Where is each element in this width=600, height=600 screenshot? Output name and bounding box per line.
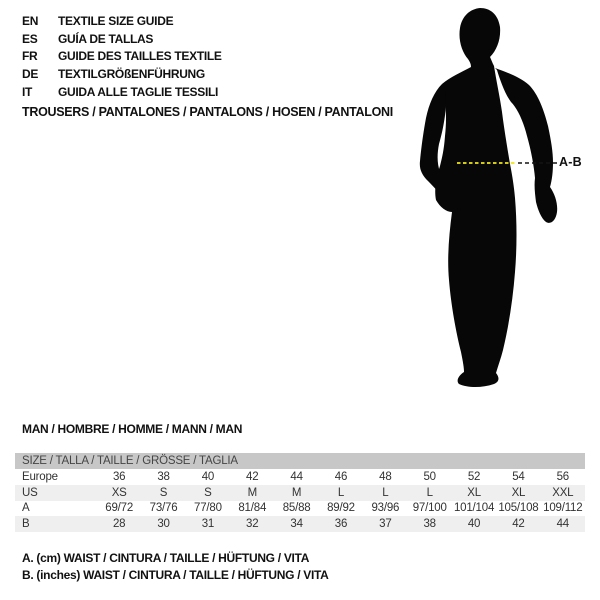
cell: 38	[423, 518, 436, 531]
cell: 40	[201, 470, 215, 483]
cell: 97/100	[412, 502, 447, 515]
lang-code: EN	[22, 13, 39, 28]
size-table-header: SIZE / TALLA / TAILLE / GRÖSSE / TAGLIA	[15, 453, 585, 469]
lang-row-de	[22, 65, 222, 83]
footnote-a: A. (cm) WAIST / CINTURA / TAILLE / HÜFTUNG / VITA	[22, 551, 310, 565]
footnote-b: B. (inches) WAIST / CINTURA / TAILLE / HÜFTUNG / VITA	[22, 568, 329, 582]
cell: 30	[157, 518, 170, 531]
cell: 54	[512, 470, 525, 483]
lang-label: TEXTILE SIZE GUIDE	[58, 13, 174, 28]
cell: M	[247, 486, 257, 499]
cell: S	[159, 486, 168, 499]
cell: 36	[112, 470, 126, 483]
cell: 38	[157, 470, 170, 483]
row-label: Europe	[22, 470, 58, 483]
cell: S	[204, 486, 212, 499]
lang-row-en	[22, 12, 222, 30]
cell: XXL	[552, 486, 574, 499]
gender-title: MAN / HOMBRE / HOMME / MANN / MAN	[22, 422, 243, 436]
lang-row-es	[22, 30, 222, 48]
cell: 42	[512, 518, 525, 531]
cell: 52	[467, 470, 481, 483]
cell: 46	[334, 470, 348, 483]
product-title: TROUSERS / PANTALONES / PANTALONS / HOSEN / PANTALONI	[22, 105, 393, 119]
row-label: A	[22, 502, 30, 515]
lang-code: FR	[22, 49, 38, 64]
cell: XL	[467, 486, 481, 499]
lang-code: IT	[22, 84, 33, 99]
lang-label: TEXTILGRÖßENFÜHRUNG	[58, 66, 205, 81]
cell: 36	[334, 518, 348, 531]
cell: 44	[290, 470, 303, 483]
table-row-b-inches	[15, 516, 585, 532]
cell: 28	[112, 518, 126, 531]
lang-code: ES	[22, 31, 38, 46]
row-label: US	[22, 486, 38, 499]
language-list	[22, 12, 222, 100]
cell: XS	[111, 486, 127, 499]
table-row-a-cm	[15, 501, 585, 517]
cell: 50	[423, 470, 436, 483]
cell: 77/80	[194, 502, 222, 515]
cell: L	[426, 486, 433, 499]
table-row-europe	[15, 469, 585, 485]
cell: 73/76	[149, 502, 178, 515]
measure-label-ab: A-B	[559, 155, 582, 169]
cell: XL	[511, 486, 526, 499]
cell: L	[382, 486, 389, 499]
cell: 81/84	[238, 502, 267, 515]
cell: 109/112	[543, 502, 583, 515]
cell: 42	[246, 470, 259, 483]
cell: 34	[290, 518, 303, 531]
lang-label: GUIDA ALLE TAGLIE TESSILI	[58, 84, 219, 99]
cell: 93/96	[371, 502, 400, 515]
cell: 32	[246, 518, 259, 531]
cell: 44	[556, 518, 569, 531]
lang-label: GUÍA DE TALLAS	[58, 31, 154, 46]
cell: L	[337, 486, 345, 499]
row-label: B	[22, 518, 30, 531]
man-silhouette-figure	[400, 0, 600, 410]
cell: 101/104	[453, 502, 495, 515]
cell: M	[291, 486, 302, 499]
cell: 85/88	[282, 502, 311, 515]
size-grid	[15, 469, 585, 532]
lang-row-fr	[22, 47, 222, 65]
lang-code: DE	[22, 66, 39, 81]
footnotes	[22, 551, 329, 585]
size-table	[15, 453, 585, 532]
cell: 56	[556, 470, 569, 483]
cell: 105/108	[498, 502, 539, 515]
lang-row-it	[22, 83, 222, 101]
cell: 48	[379, 470, 392, 483]
lang-label: GUIDE DES TAILLES TEXTILE	[58, 49, 222, 64]
cell: 69/72	[105, 502, 134, 515]
cell: 31	[201, 518, 215, 531]
cell: 89/92	[327, 502, 355, 515]
cell: 40	[467, 518, 481, 531]
table-row-us	[15, 485, 585, 501]
cell: 37	[379, 518, 392, 531]
